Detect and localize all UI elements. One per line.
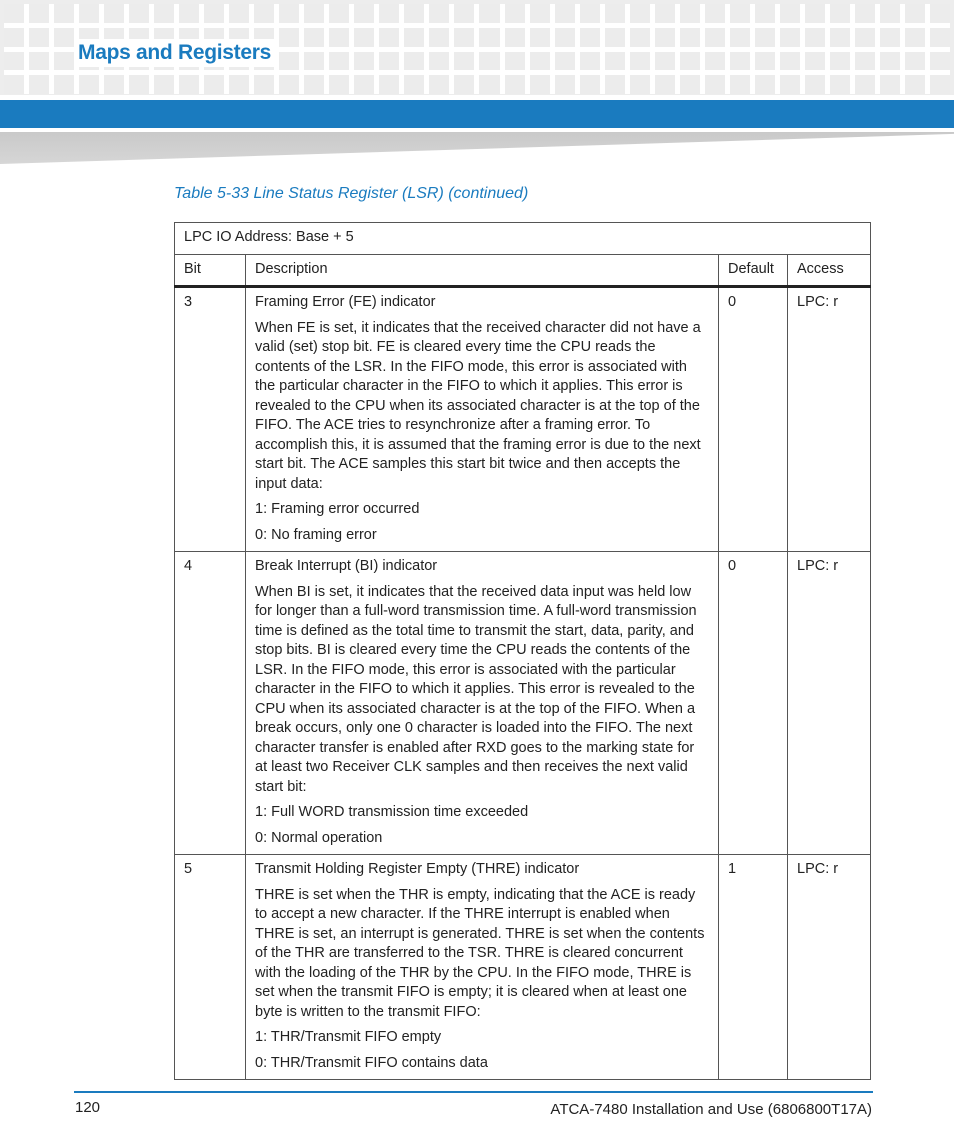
header-dot [705,4,725,23]
header-dot [304,52,324,71]
address-row [175,223,871,255]
header-dot [655,75,675,94]
header-dot [404,52,424,71]
bit-cell: 5 [175,855,246,1080]
header-dot [54,52,74,71]
header-dot [479,52,499,71]
header-dot [354,52,374,71]
header-dot [354,4,374,23]
header-dot [354,75,374,94]
header-dot [29,4,49,23]
header-dot [429,4,449,23]
header-gray-wedge [0,132,954,164]
header-dot [755,75,775,94]
field-title: Break Interrupt (BI) indicator [255,558,438,574]
header-dot [379,28,399,47]
header-dot [154,4,174,23]
header-dot [379,52,399,71]
header-dot [329,52,349,71]
field-title: Framing Error (FE) indicator [255,294,436,310]
table-row [175,287,871,552]
header-dot [4,75,24,94]
document-title: ATCA-7480 Installation and Use (6806800T17A) [550,1101,872,1118]
header-dot [329,28,349,47]
header-dot [855,28,875,47]
header-dot [479,4,499,23]
header-dot [805,52,825,71]
field-value-1: 1: Framing error occurred [255,501,420,517]
header-dot [429,52,449,71]
table-row [175,855,871,1080]
header-dot [705,75,725,94]
header-dot [580,75,600,94]
access-cell: LPC: r [788,287,871,552]
header-dot [104,4,124,23]
field-value-1: 1: Full WORD transmission time exceeded [255,804,529,820]
field-title: Transmit Holding Register Empty (THRE) indicator [255,861,580,877]
header-dot [204,4,224,23]
header-dot [354,28,374,47]
header-dot [780,75,800,94]
header-dot [630,52,650,71]
header-dot [279,75,299,94]
header-dot [154,75,174,94]
header-dot [805,28,825,47]
default-cell: 1 [719,855,788,1080]
header-dot [429,75,449,94]
default-cell: 0 [719,287,788,552]
header-dot [855,75,875,94]
header-dot [780,4,800,23]
header-dot [379,75,399,94]
header-dot [454,75,474,94]
header-row [175,254,871,287]
field-description: When BI is set, it indicates that the received data input was held low for longer than a full-word transmission time. A full-word transmission time is defined as the total time to transmit the start, data, parity, and stop bits. BI is cleared every time the CPU reads the contents of the LSR. In the FIFO mode, this error is associated with the particular character in the FIFO to which it applies. This error is revealed to the CPU when its associated character is at the top of the FIFO. When a break occurs, only one 0 character is loaded into the FIFO. The next character transfer is enabled after RXD goes to the marking state for at least two Receiver CLK samples and then receives the next valid start bit: [255,583,697,795]
header-dot [880,52,900,71]
header-dot [404,28,424,47]
header-dot [630,28,650,47]
header-dot [4,4,24,23]
bit-cell: 4 [175,552,246,855]
header-dot [129,75,149,94]
column-header-description: Description [246,254,719,287]
header-dot [755,52,775,71]
header-dot [680,75,700,94]
header-dot [880,4,900,23]
header-dot [855,52,875,71]
header-dot [630,75,650,94]
header-dot [4,28,24,47]
header-dot [179,75,199,94]
header-dot [29,75,49,94]
header-dot [730,4,750,23]
header-dot [54,75,74,94]
header-dot [304,75,324,94]
column-header-access: Access [788,254,871,287]
header-dot [730,28,750,47]
header-dot [530,28,550,47]
header-dot [930,4,950,23]
header-dot [530,52,550,71]
header-dot [505,4,525,23]
field-value-0: 0: Normal operation [255,829,383,846]
header-dot [930,52,950,71]
header-dot [279,52,299,71]
header-dot [404,75,424,94]
header-blue-band [0,100,954,128]
header-dot [54,28,74,47]
header-dot [329,4,349,23]
header-dot [479,75,499,94]
header-dot [304,4,324,23]
header-dot [755,28,775,47]
header-dot [555,52,575,71]
header-dot [4,52,24,71]
header-dot [530,75,550,94]
header-dot [204,75,224,94]
header-dot [79,75,99,94]
header-dot [880,28,900,47]
header-dot [530,4,550,23]
header-dot [505,75,525,94]
header-dot [580,52,600,71]
header-dot [279,4,299,23]
header-dot [429,28,449,47]
header-dot [805,75,825,94]
page-number: 120 [75,1099,101,1116]
field-description: THRE is set when the THR is empty, indicating that the ACE is ready to accept a new character. If the THRE interrupt is enabled when THRE is set, an interrupt is generated. THRE is set when the contents of the THR are transferred to the TSR. THRE is cleared concurrent with the loading of the THR by the CPU. In the FIFO mode, THRE is set when the transmit FIFO is empty; it is cleared when at least one byte is written to the transmit FIFO: [255,886,705,1020]
header-dot [605,52,625,71]
header-dot [680,4,700,23]
description-cell [246,287,719,552]
header-dot [680,28,700,47]
header-dot [454,28,474,47]
header-dot [905,28,925,47]
field-value-1: 1: THR/Transmit FIFO empty [255,1029,442,1045]
access-cell: LPC: r [788,855,871,1080]
header-dot [329,75,349,94]
header-dot [905,75,925,94]
header-dot [555,28,575,47]
header-dot [304,28,324,47]
header-dot [79,4,99,23]
column-header-default: Default [719,254,788,287]
header-dot [605,4,625,23]
header-dot [555,4,575,23]
header-dot [254,4,274,23]
header-dot [730,75,750,94]
header-dot [755,4,775,23]
description-cell [246,855,719,1080]
address-cell: LPC IO Address: Base + 5 [175,223,871,255]
header-dot [705,52,725,71]
header-dot [254,75,274,94]
header-dot [730,52,750,71]
header-dot [179,4,199,23]
header-dot [404,4,424,23]
header-dot [505,52,525,71]
header-dot [454,52,474,71]
header-dot [655,52,675,71]
header-dot [830,52,850,71]
access-cell: LPC: r [788,552,871,855]
header-dot [454,4,474,23]
header-dot [229,75,249,94]
field-value-0: 0: No framing error [255,526,377,543]
header-dot [54,4,74,23]
header-dot [830,4,850,23]
header-dot [655,4,675,23]
header-dot [780,52,800,71]
header-dot [930,75,950,94]
header-dot [479,28,499,47]
header-dot [805,4,825,23]
field-description: When FE is set, it indicates that the received character did not have a valid (set) stop bit. FE is cleared every time the CPU reads the contents of the LSR. In the FIFO mode, this error is associated with the particular character in the FIFO to which it applies. This error is revealed to the CPU when its associated character is at the top of the FIFO. The ACE tries to resynchronize after a framing error. To accomplish this, it is assumed that the framing error is due to the next start bit. The ACE samples this start bit twice and then accepts the input data: [255,319,701,492]
header-dot [379,4,399,23]
register-table [174,222,871,1080]
default-cell: 0 [719,552,788,855]
header-dot [555,75,575,94]
header-dot [580,4,600,23]
section-title: Maps and Registers [78,39,275,67]
table-row [175,552,871,855]
header-dot [505,28,525,47]
column-header-bit: Bit [175,254,246,287]
header-dot [279,28,299,47]
description-cell [246,552,719,855]
header-dot [605,28,625,47]
header-dot [680,52,700,71]
bit-cell: 3 [175,287,246,552]
header-dot [605,75,625,94]
header-dot [129,4,149,23]
header-dot [830,28,850,47]
header-dot [905,52,925,71]
header-dot [780,28,800,47]
header-dot [855,4,875,23]
header-dot [29,28,49,47]
header-dot [104,75,124,94]
header-dot [580,28,600,47]
header-dot [880,75,900,94]
footer-rule [74,1091,873,1093]
header-dot [705,28,725,47]
header-dot [655,28,675,47]
header-dot [930,28,950,47]
header-dot [229,4,249,23]
table-caption: Table 5-33 Line Status Register (LSR) (continued) [174,185,529,202]
header-dot [830,75,850,94]
field-value-0: 0: THR/Transmit FIFO contains data [255,1054,488,1071]
header-dot [630,4,650,23]
header-dot [29,52,49,71]
header-dot [905,4,925,23]
